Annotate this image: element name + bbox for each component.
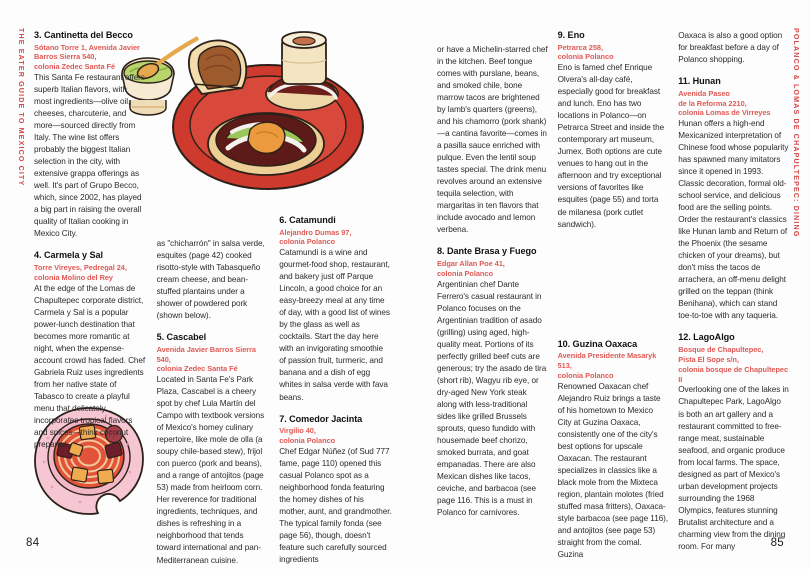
left-page-number: 84	[26, 537, 40, 549]
right-column-2	[558, 30, 669, 561]
entry-body: At the edge of the Lomas de Chapultepec corporate district, Carmela y Sal is a popular power-lunch destination that becomes more romantic at night, when the expense-account crowd has faded. Chef Gabriela Ruiz uses ingredients from her native state of Tabasco to create a playful menu that delicately incorporates tropical flavors and spices—think coconut prepared	[34, 283, 146, 449]
entry-title: 4. Carmela y Sal	[34, 250, 103, 261]
continuation-text: or have a Michelin-starred chef in the kitchen. Beef tongue comes with purslane, beans, and smoked chile, bone marrow tacos are brightened by lamb's quarters (greens), and his chamorro (pork shank)—a cantina favorite—comes in a pasilla sauce enriched with pulque. Even the lentil soup tastes special. The drink menu revolves around an extensive tequila selection, with margaritas in ten flavors that include avocado and lemon verbena.	[437, 45, 548, 235]
address-line: colonia Molino del Rey	[34, 272, 113, 282]
right-column-3	[678, 30, 789, 561]
address-line: Avenida Presidente Masaryk 513,	[557, 351, 657, 370]
entry-body: Renowned Oaxacan chef Alejandro Ruiz brings a taste of his hometown to Mexico City at Guzina Oaxaca, consistently one of the city's best options for upscale Oaxacan. The restaurant specializes in classics like a black mole from the Mixteca region, plantain molotes (fried stuffed masa fritters), Oaxaca-style barbacoa (see page 116), and antojitos (see page 53) straight from the comal. Guzina	[557, 381, 669, 559]
entry-title: 6. Catamundi	[279, 215, 336, 225]
address-line: Avenida Paseo	[678, 88, 730, 98]
address-line: colonia Lomas de Virreyes	[678, 108, 771, 118]
address-line: colonia Polanco	[279, 237, 336, 247]
address-line: colonia Zedec Santa Fé	[34, 62, 116, 72]
entry-body: This Santa Fe restaurant offers superb Italian flavors, with most ingredients—olive oil, cheeses, charcuterie, and more—sourced directly from Italy. The wine list offers probably the biggest Italian selection in the city, with extensive grappa offerings as well. It's part of Grupo Becco, which, since 2002, has played a big part in raising the overall quality of Italian cooking in Mexico City.	[34, 73, 145, 239]
left-column-2	[157, 30, 270, 567]
entry-title: 10. Guzina Oaxaca	[557, 338, 638, 349]
address-line: colonia Polanco	[279, 435, 336, 445]
address-line: colonia Polanco	[557, 52, 614, 62]
right-page-number: 85	[770, 537, 784, 549]
left-running-head: THE EATER GUIDE TO MEXICO CITY	[17, 28, 25, 187]
entry-title: 3. Cantinetta del Becco	[34, 30, 133, 40]
entry-address	[279, 426, 392, 446]
entry-address	[279, 228, 392, 248]
address-line: Virgilio 40,	[279, 426, 316, 436]
entry-title: 5. Cascabel	[156, 332, 207, 343]
entry-address	[437, 259, 548, 279]
entry-title: 7. Comedor Jacinta	[279, 413, 363, 424]
left-page-columns	[34, 30, 392, 567]
right-column-1	[437, 30, 548, 561]
address-line: Alejandro Dumas 97,	[279, 227, 352, 237]
address-line: colonia Zedec Santa Fé	[156, 364, 238, 374]
address-line: Avenida Javier Barros Sierra 540,	[156, 344, 256, 364]
left-column-1	[34, 30, 147, 567]
entry-catamundi	[279, 215, 392, 404]
entry-body: Chef Edgar Núñez (of Sud 777 fame, page 110) opened this casual Polanco spot as a neighborhood fonda featuring the homey dishes of his mother, aunt, and grandmother. The typical family fonda (see page 56), though, doesn't feature such carefully sourced ingredients	[279, 446, 392, 564]
continuation-text: as "chicharrón" in salsa verde, esquites (page 42) cooked risotto-style with Tabasqueño cream cheese, and bean-stuffed plantains under a shower of powdered pork (shown below).	[156, 239, 265, 321]
entry-body: Eno is famed chef Enrique Olvera's all-day café, especially good for breakfast and lunch. Eno has two locations in Polanco—on Petrarca Street and inside the contemporary art museum, Jumex. Both options are cute venues to hang out in the afternoon and try exceptional versions of favorites like esquites (page 55) and torta de milanesa (pork cutlet sandwich).	[557, 63, 665, 229]
entry-address	[558, 43, 669, 63]
entry-body: Hunan offers a high-end Mexicanized interpretation of Chinese food whose popularity has spawned many imitators since it opened in 1993. Classic decoration, formal old-school service, and delicious food are the selling points. Order the restaurant's classics like Hunan lamb and Return of the Phoenix (the sesame chicken of your dreams), but don't miss the tacos de arrachera, an off-menu delight grilled on the teppan (think Benihana), which can stand toe-to-toe with any taqueria.	[678, 119, 789, 321]
entry-body: Located in Santa Fe's Park Plaza, Cascabel is a cheery spot by chef Lula Martín del Campo with textbook versions of Mexico's homey culinary repertoire, like mole de olla (a soupy chile-based stew), frijol con puerco (pork and beans), and a range of antojitos (page 53) made from heirloom corn. Her reverence for traditional ingredients, techniques, and dishes is refreshing in a neighborhood that tends toward international and pan-Mediterranean cuisine.	[156, 375, 265, 565]
right-running-head: POLANCO & LOMAS DE CHAPULTEPEC: DINING	[792, 28, 800, 238]
entry-hunan	[678, 76, 789, 322]
entry-address	[678, 89, 789, 119]
address-line: Edgar Allan Poe 41,	[437, 258, 505, 268]
entry-lagoalgo	[678, 332, 789, 552]
entry-carmela-y-sal	[34, 250, 147, 451]
address-line: colonia bosque de Chapultepec II	[678, 364, 789, 384]
entry-guzina-oaxaca	[558, 339, 669, 561]
entry-title: 8. Dante Brasa y Fuego	[437, 246, 537, 257]
entry-comedor-jacinta	[279, 414, 392, 566]
entry-address	[678, 345, 789, 384]
address-line: colonia Polanco	[437, 268, 493, 278]
entry-body: Overlooking one of the lakes in Chapultepec Park, LagoAlgo is both an art gallery and a restaurant committed to free-range meat, sustainable seafood, and organic produce from local farms. The space, designed as part of Mexico's urban development projects surrounding the 1968 Olympics, features stunning Brutalist architecture and a charming view from the dining room. For many	[678, 385, 789, 551]
right-page-columns	[437, 30, 789, 561]
entry-address	[34, 43, 147, 73]
entry-address	[157, 345, 270, 375]
entry-title: 11. Hunan	[678, 76, 721, 87]
address-line: Bosque de Chapultepec,	[678, 345, 764, 355]
entry-cantinetta-del-becco	[34, 30, 147, 240]
address-line: colonia Polanco	[557, 370, 614, 380]
entry-dante-brasa-y-fuego	[437, 246, 548, 519]
entry-cascabel	[157, 332, 270, 566]
address-line: Pista El Sope s/n,	[678, 354, 739, 364]
entry-eno	[558, 30, 669, 231]
entry-address	[34, 263, 147, 283]
entry-body: Catamundi is a wine and gourmet-food shop, restaurant, and bakery just off Parque Lincoln, a good choice for an easy-breezy meal at any time of day, with a good list of wines by the glass as well as cocktails. Start the day here with an invigorating smoothie of passion fruit, turmeric, and banana and a dish of egg whites in salsa verde with fava beans.	[279, 248, 390, 402]
address-line: Sótano Torre 1, Avenida Javier	[34, 42, 140, 52]
continuation-text: Oaxaca is also a good option for breakfast before a day of Polanco shopping.	[678, 31, 783, 65]
entry-title: 12. LagoAlgo	[678, 332, 735, 343]
right-page	[405, 0, 810, 569]
address-line: Petrarca 258,	[557, 42, 603, 52]
entry-title: 9. Eno	[557, 30, 585, 40]
entry-address	[558, 351, 669, 381]
address-line: Torre Vireyes, Pedregal 24,	[34, 263, 127, 272]
left-column-3	[279, 30, 392, 567]
address-line: Barros Sierra 540,	[34, 52, 97, 62]
address-line: de la Reforma 2210,	[678, 98, 747, 108]
entry-body: Argentinian chef Dante Ferrero's casual restaurant in Polanco focuses on the Argentinian tradition of asado (grilling) using aged, high-quality meat. Portions of its perfectly grilled beef cuts are generous; try the asado de tira (short rib), Wagyu rib eye, or dry-aged New York steak along with less-traditional sides like grilled Brussels sprouts, queso fundido with housemade beef chorizo, smoked burrata, and goat empanadas. There are also Mexican dishes like tacos, ceviche, and barbacoa (see page 116. This is a must in Polanco for carnivores.	[437, 279, 547, 517]
